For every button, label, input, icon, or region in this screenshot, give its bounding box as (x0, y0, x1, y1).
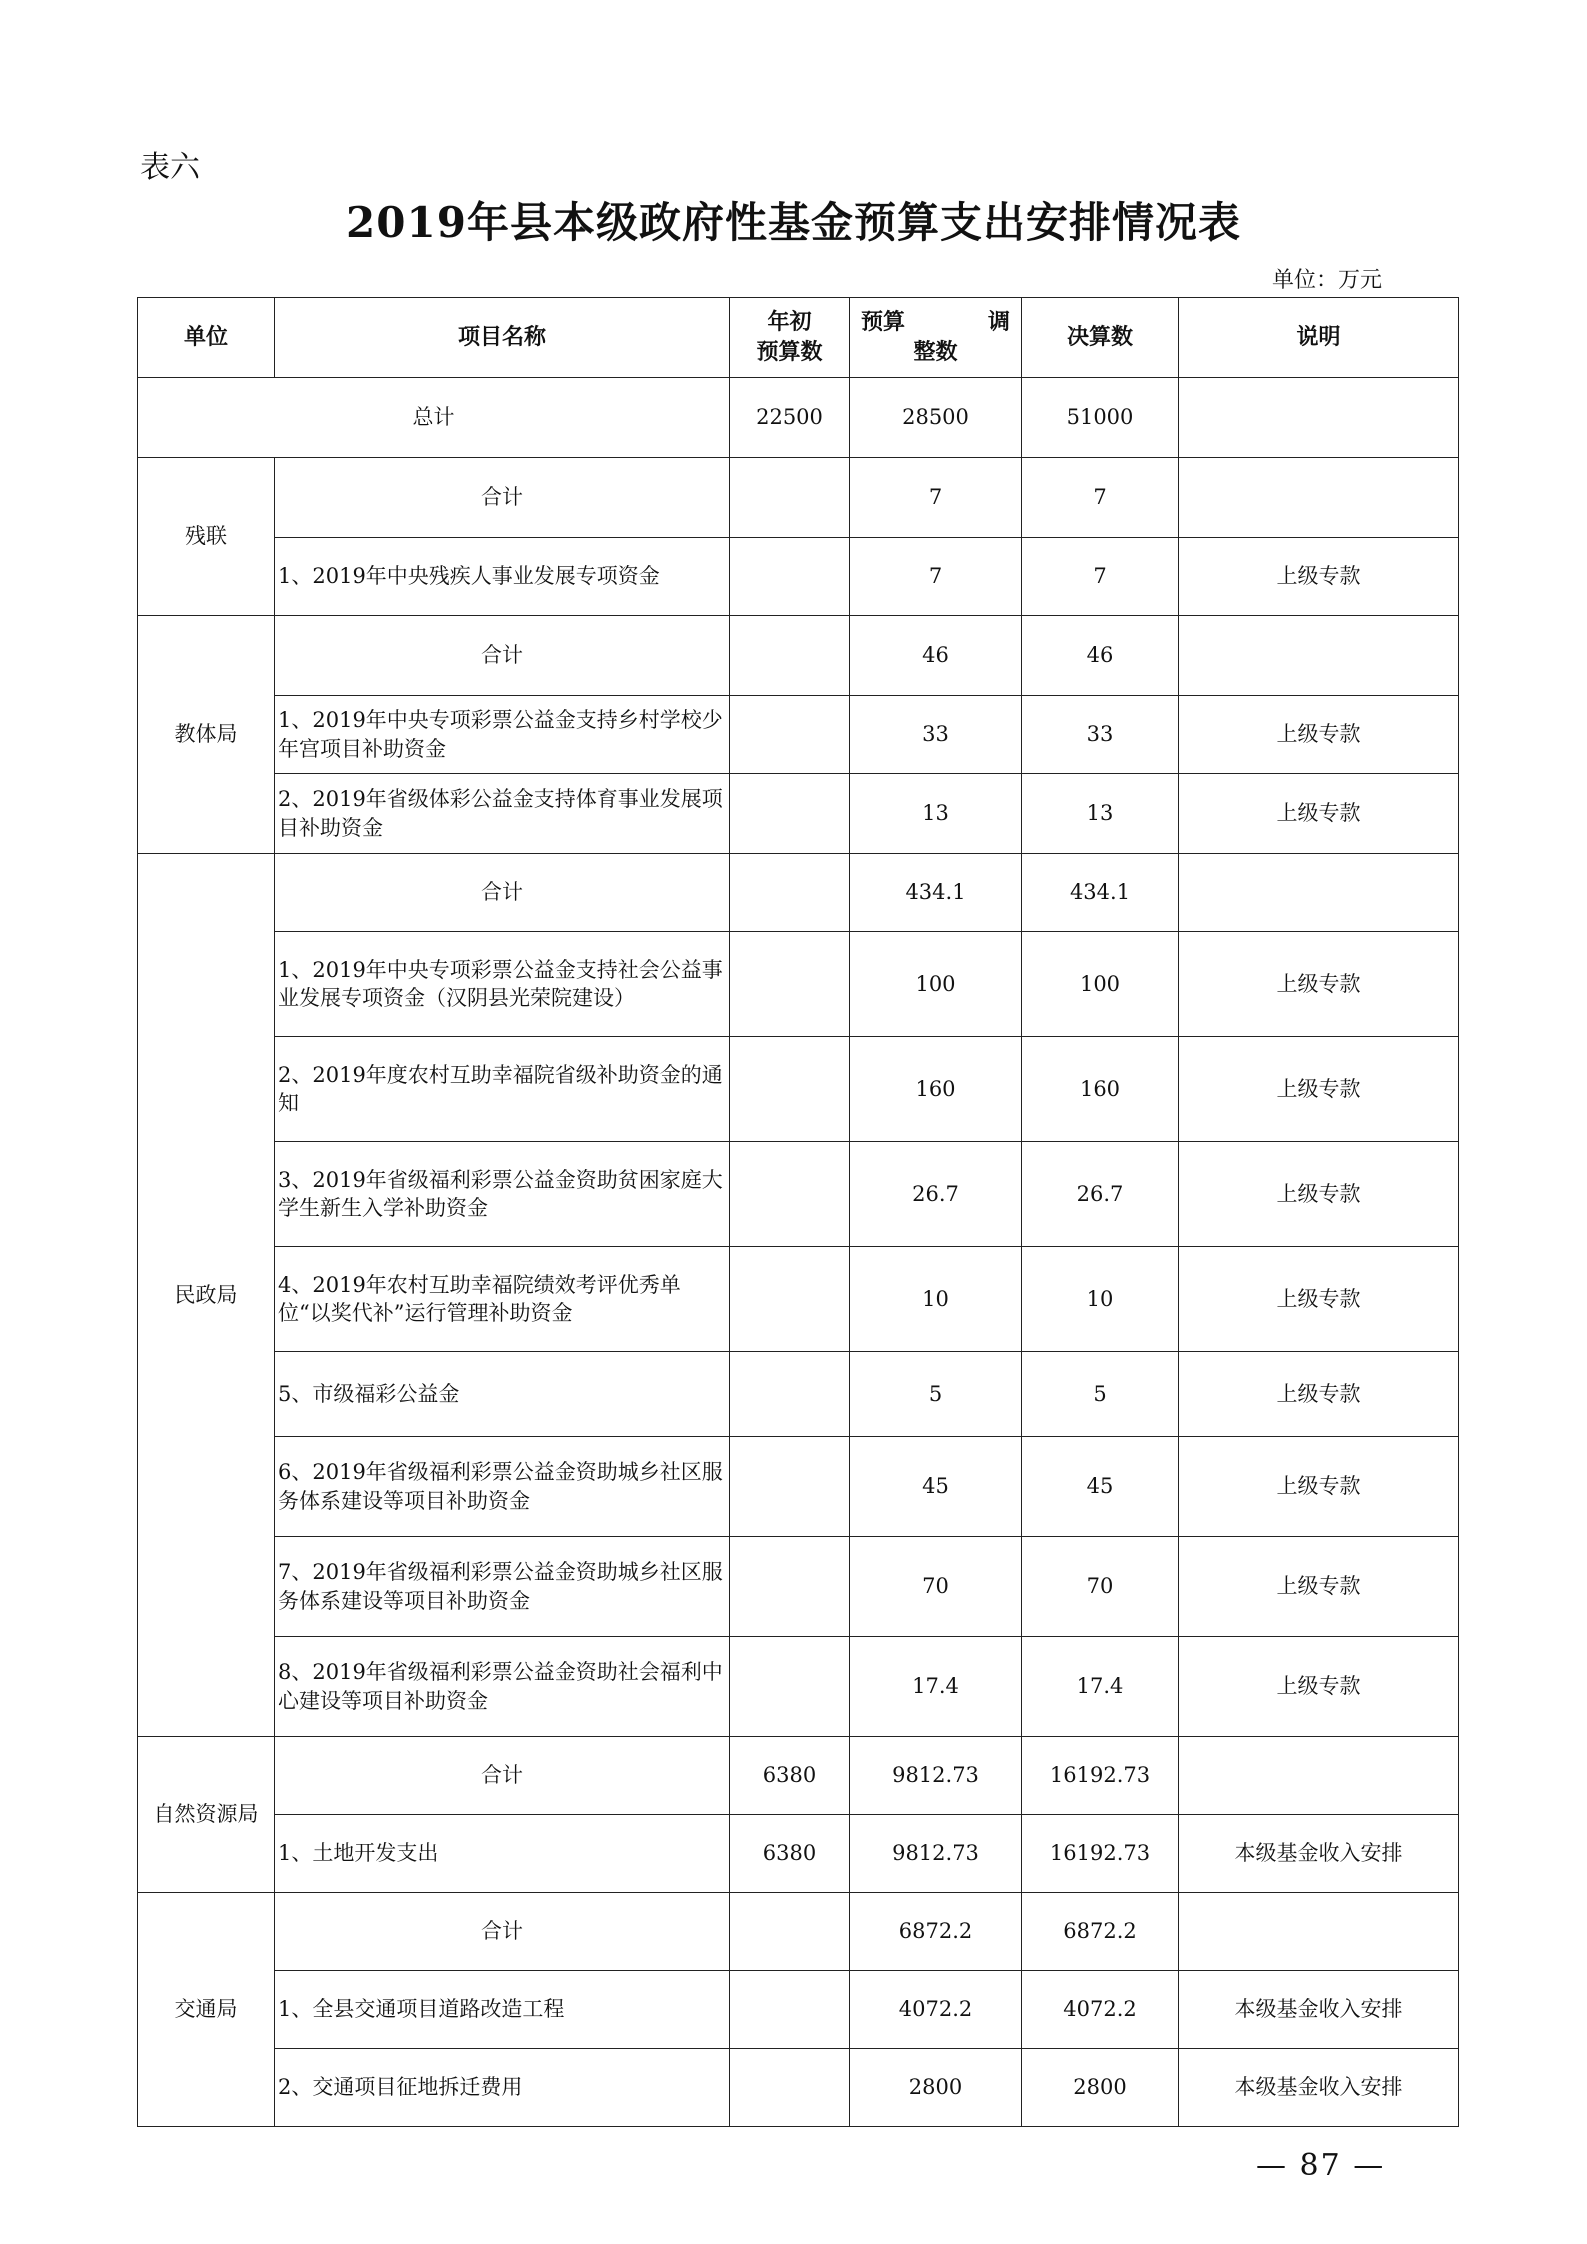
initial-budget-cell (730, 1247, 850, 1352)
final-budget-cell: 160 (1022, 1037, 1179, 1142)
note-cell: 上级专款 (1179, 538, 1459, 616)
adjusted-budget-cell: 17.4 (850, 1637, 1022, 1737)
note-cell (1179, 458, 1459, 538)
adjusted-budget-cell: 160 (850, 1037, 1022, 1142)
table-body (138, 298, 1459, 2127)
note-cell: 上级专款 (1179, 1437, 1459, 1537)
final-budget-cell: 33 (1022, 696, 1179, 774)
adjusted-budget-cell: 33 (850, 696, 1022, 774)
final-budget-cell: 26.7 (1022, 1142, 1179, 1247)
adjusted-budget-cell: 9812.73 (850, 1737, 1022, 1815)
project-cell: 合计 (275, 1737, 730, 1815)
initial-budget-cell (730, 2049, 850, 2127)
unit-cell: 自然资源局 (138, 1737, 275, 1893)
note-cell: 本级基金收入安排 (1179, 2049, 1459, 2127)
unit-cell: 交通局 (138, 1893, 275, 2127)
header-initial: 年初 预算数 (730, 298, 850, 378)
final-budget-cell: 46 (1022, 616, 1179, 696)
total-note (1179, 378, 1459, 458)
table-row (138, 774, 1459, 854)
budget-table (137, 297, 1459, 2127)
header-adjust-part2: 调 (987, 308, 1010, 335)
header-project: 项目名称 (275, 298, 730, 378)
adjusted-budget-cell: 13 (850, 774, 1022, 854)
note-cell: 上级专款 (1179, 1537, 1459, 1637)
final-budget-cell: 2800 (1022, 2049, 1179, 2127)
table-row (138, 696, 1459, 774)
adjusted-budget-cell: 70 (850, 1537, 1022, 1637)
table-label: 表六 (140, 150, 200, 185)
adjusted-budget-cell: 26.7 (850, 1142, 1022, 1247)
adjusted-budget-cell: 10 (850, 1247, 1022, 1352)
final-budget-cell: 70 (1022, 1537, 1179, 1637)
project-cell: 2、2019年省级体彩公益金支持体育事业发展项目补助资金 (275, 774, 730, 854)
header-final: 决算数 (1022, 298, 1179, 378)
table-row (138, 1815, 1459, 1893)
project-cell: 1、全县交通项目道路改造工程 (275, 1971, 730, 2049)
header-unit: 单位 (138, 298, 275, 378)
adjusted-budget-cell: 4072.2 (850, 1971, 1022, 2049)
table-row (138, 1637, 1459, 1737)
adjusted-budget-cell: 46 (850, 616, 1022, 696)
initial-budget-cell: 6380 (730, 1815, 850, 1893)
unit-cell: 残联 (138, 458, 275, 616)
initial-budget-cell (730, 458, 850, 538)
initial-budget-cell (730, 774, 850, 854)
table-row (138, 932, 1459, 1037)
project-cell: 合计 (275, 616, 730, 696)
initial-budget-cell (730, 696, 850, 774)
header-note: 说明 (1179, 298, 1459, 378)
note-cell (1179, 616, 1459, 696)
total-row (138, 378, 1459, 458)
note-cell (1179, 1893, 1459, 1971)
adjusted-budget-cell: 434.1 (850, 854, 1022, 932)
adjusted-budget-cell: 45 (850, 1437, 1022, 1537)
table-row (138, 1037, 1459, 1142)
final-budget-cell: 16192.73 (1022, 1737, 1179, 1815)
unit-note: 单位：万元 (1272, 268, 1383, 293)
note-cell: 本级基金收入安排 (1179, 1815, 1459, 1893)
final-budget-cell: 7 (1022, 458, 1179, 538)
unit-cell: 教体局 (138, 616, 275, 854)
project-cell: 2、交通项目征地拆迁费用 (275, 2049, 730, 2127)
table-row (138, 616, 1459, 696)
initial-budget-cell (730, 1142, 850, 1247)
note-cell (1179, 1737, 1459, 1815)
final-budget-cell: 434.1 (1022, 854, 1179, 932)
initial-budget-cell (730, 1037, 850, 1142)
note-cell (1179, 854, 1459, 932)
initial-budget-cell (730, 616, 850, 696)
total-label: 总计 (138, 378, 730, 458)
table-row (138, 1893, 1459, 1971)
adjusted-budget-cell: 5 (850, 1352, 1022, 1437)
note-cell: 上级专款 (1179, 1037, 1459, 1142)
note-cell: 本级基金收入安排 (1179, 1971, 1459, 2049)
table-row (138, 1142, 1459, 1247)
final-budget-cell: 6872.2 (1022, 1893, 1179, 1971)
final-budget-cell: 7 (1022, 538, 1179, 616)
project-cell: 4、2019年农村互助幸福院绩效考评优秀单位“以奖代补”运行管理补助资金 (275, 1247, 730, 1352)
note-cell: 上级专款 (1179, 774, 1459, 854)
initial-budget-cell (730, 538, 850, 616)
header-adjust-part1: 预算 (861, 308, 906, 335)
project-cell: 合计 (275, 1893, 730, 1971)
final-budget-cell: 45 (1022, 1437, 1179, 1537)
project-cell: 1、2019年中央专项彩票公益金支持社会公益事业发展专项资金（汉阴县光荣院建设） (275, 932, 730, 1037)
project-cell: 7、2019年省级福利彩票公益金资助城乡社区服务体系建设等项目补助资金 (275, 1537, 730, 1637)
final-budget-cell: 4072.2 (1022, 1971, 1179, 2049)
final-budget-cell: 5 (1022, 1352, 1179, 1437)
initial-budget-cell: 6380 (730, 1737, 850, 1815)
project-cell: 1、土地开发支出 (275, 1815, 730, 1893)
final-budget-cell: 10 (1022, 1247, 1179, 1352)
note-cell: 上级专款 (1179, 696, 1459, 774)
header-adjust (850, 298, 1022, 378)
total-initial: 22500 (730, 378, 850, 458)
table-row (138, 1437, 1459, 1537)
table-row (138, 1247, 1459, 1352)
table-row (138, 1971, 1459, 2049)
project-cell: 合计 (275, 458, 730, 538)
table-row (138, 854, 1459, 932)
total-final: 51000 (1022, 378, 1179, 458)
initial-budget-cell (730, 1637, 850, 1737)
table-row (138, 1737, 1459, 1815)
project-cell: 8、2019年省级福利彩票公益金资助社会福利中心建设等项目补助资金 (275, 1637, 730, 1737)
initial-budget-cell (730, 1893, 850, 1971)
adjusted-budget-cell: 7 (850, 538, 1022, 616)
initial-budget-cell (730, 1437, 850, 1537)
initial-budget-cell (730, 1537, 850, 1637)
page-number: — 87 — (1256, 2148, 1386, 2183)
header-adjust-part3: 整数 (913, 338, 958, 365)
adjusted-budget-cell: 2800 (850, 2049, 1022, 2127)
table-row (138, 1537, 1459, 1637)
project-cell: 6、2019年省级福利彩票公益金资助城乡社区服务体系建设等项目补助资金 (275, 1437, 730, 1537)
adjusted-budget-cell: 9812.73 (850, 1815, 1022, 1893)
table-row (138, 458, 1459, 538)
table-row (138, 538, 1459, 616)
adjusted-budget-cell: 7 (850, 458, 1022, 538)
note-cell: 上级专款 (1179, 932, 1459, 1037)
note-cell: 上级专款 (1179, 1142, 1459, 1247)
final-budget-cell: 17.4 (1022, 1637, 1179, 1737)
final-budget-cell: 16192.73 (1022, 1815, 1179, 1893)
initial-budget-cell (730, 854, 850, 932)
project-cell: 1、2019年中央专项彩票公益金支持乡村学校少年宫项目补助资金 (275, 696, 730, 774)
initial-budget-cell (730, 1352, 850, 1437)
adjusted-budget-cell: 6872.2 (850, 1893, 1022, 1971)
total-adjust: 28500 (850, 378, 1022, 458)
initial-budget-cell (730, 1971, 850, 2049)
table-row (138, 1352, 1459, 1437)
table-row (138, 2049, 1459, 2127)
adjusted-budget-cell: 100 (850, 932, 1022, 1037)
note-cell: 上级专款 (1179, 1247, 1459, 1352)
project-cell: 5、市级福彩公益金 (275, 1352, 730, 1437)
note-cell: 上级专款 (1179, 1637, 1459, 1737)
final-budget-cell: 13 (1022, 774, 1179, 854)
unit-cell: 民政局 (138, 854, 275, 1737)
project-cell: 1、2019年中央残疾人事业发展专项资金 (275, 538, 730, 616)
page-title: 2019年县本级政府性基金预算支出安排情况表 (346, 198, 1241, 247)
note-cell: 上级专款 (1179, 1352, 1459, 1437)
project-cell: 2、2019年度农村互助幸福院省级补助资金的通知 (275, 1037, 730, 1142)
final-budget-cell: 100 (1022, 932, 1179, 1037)
project-cell: 合计 (275, 854, 730, 932)
initial-budget-cell (730, 932, 850, 1037)
header-row (138, 298, 1459, 378)
project-cell: 3、2019年省级福利彩票公益金资助贫困家庭大学生新生入学补助资金 (275, 1142, 730, 1247)
